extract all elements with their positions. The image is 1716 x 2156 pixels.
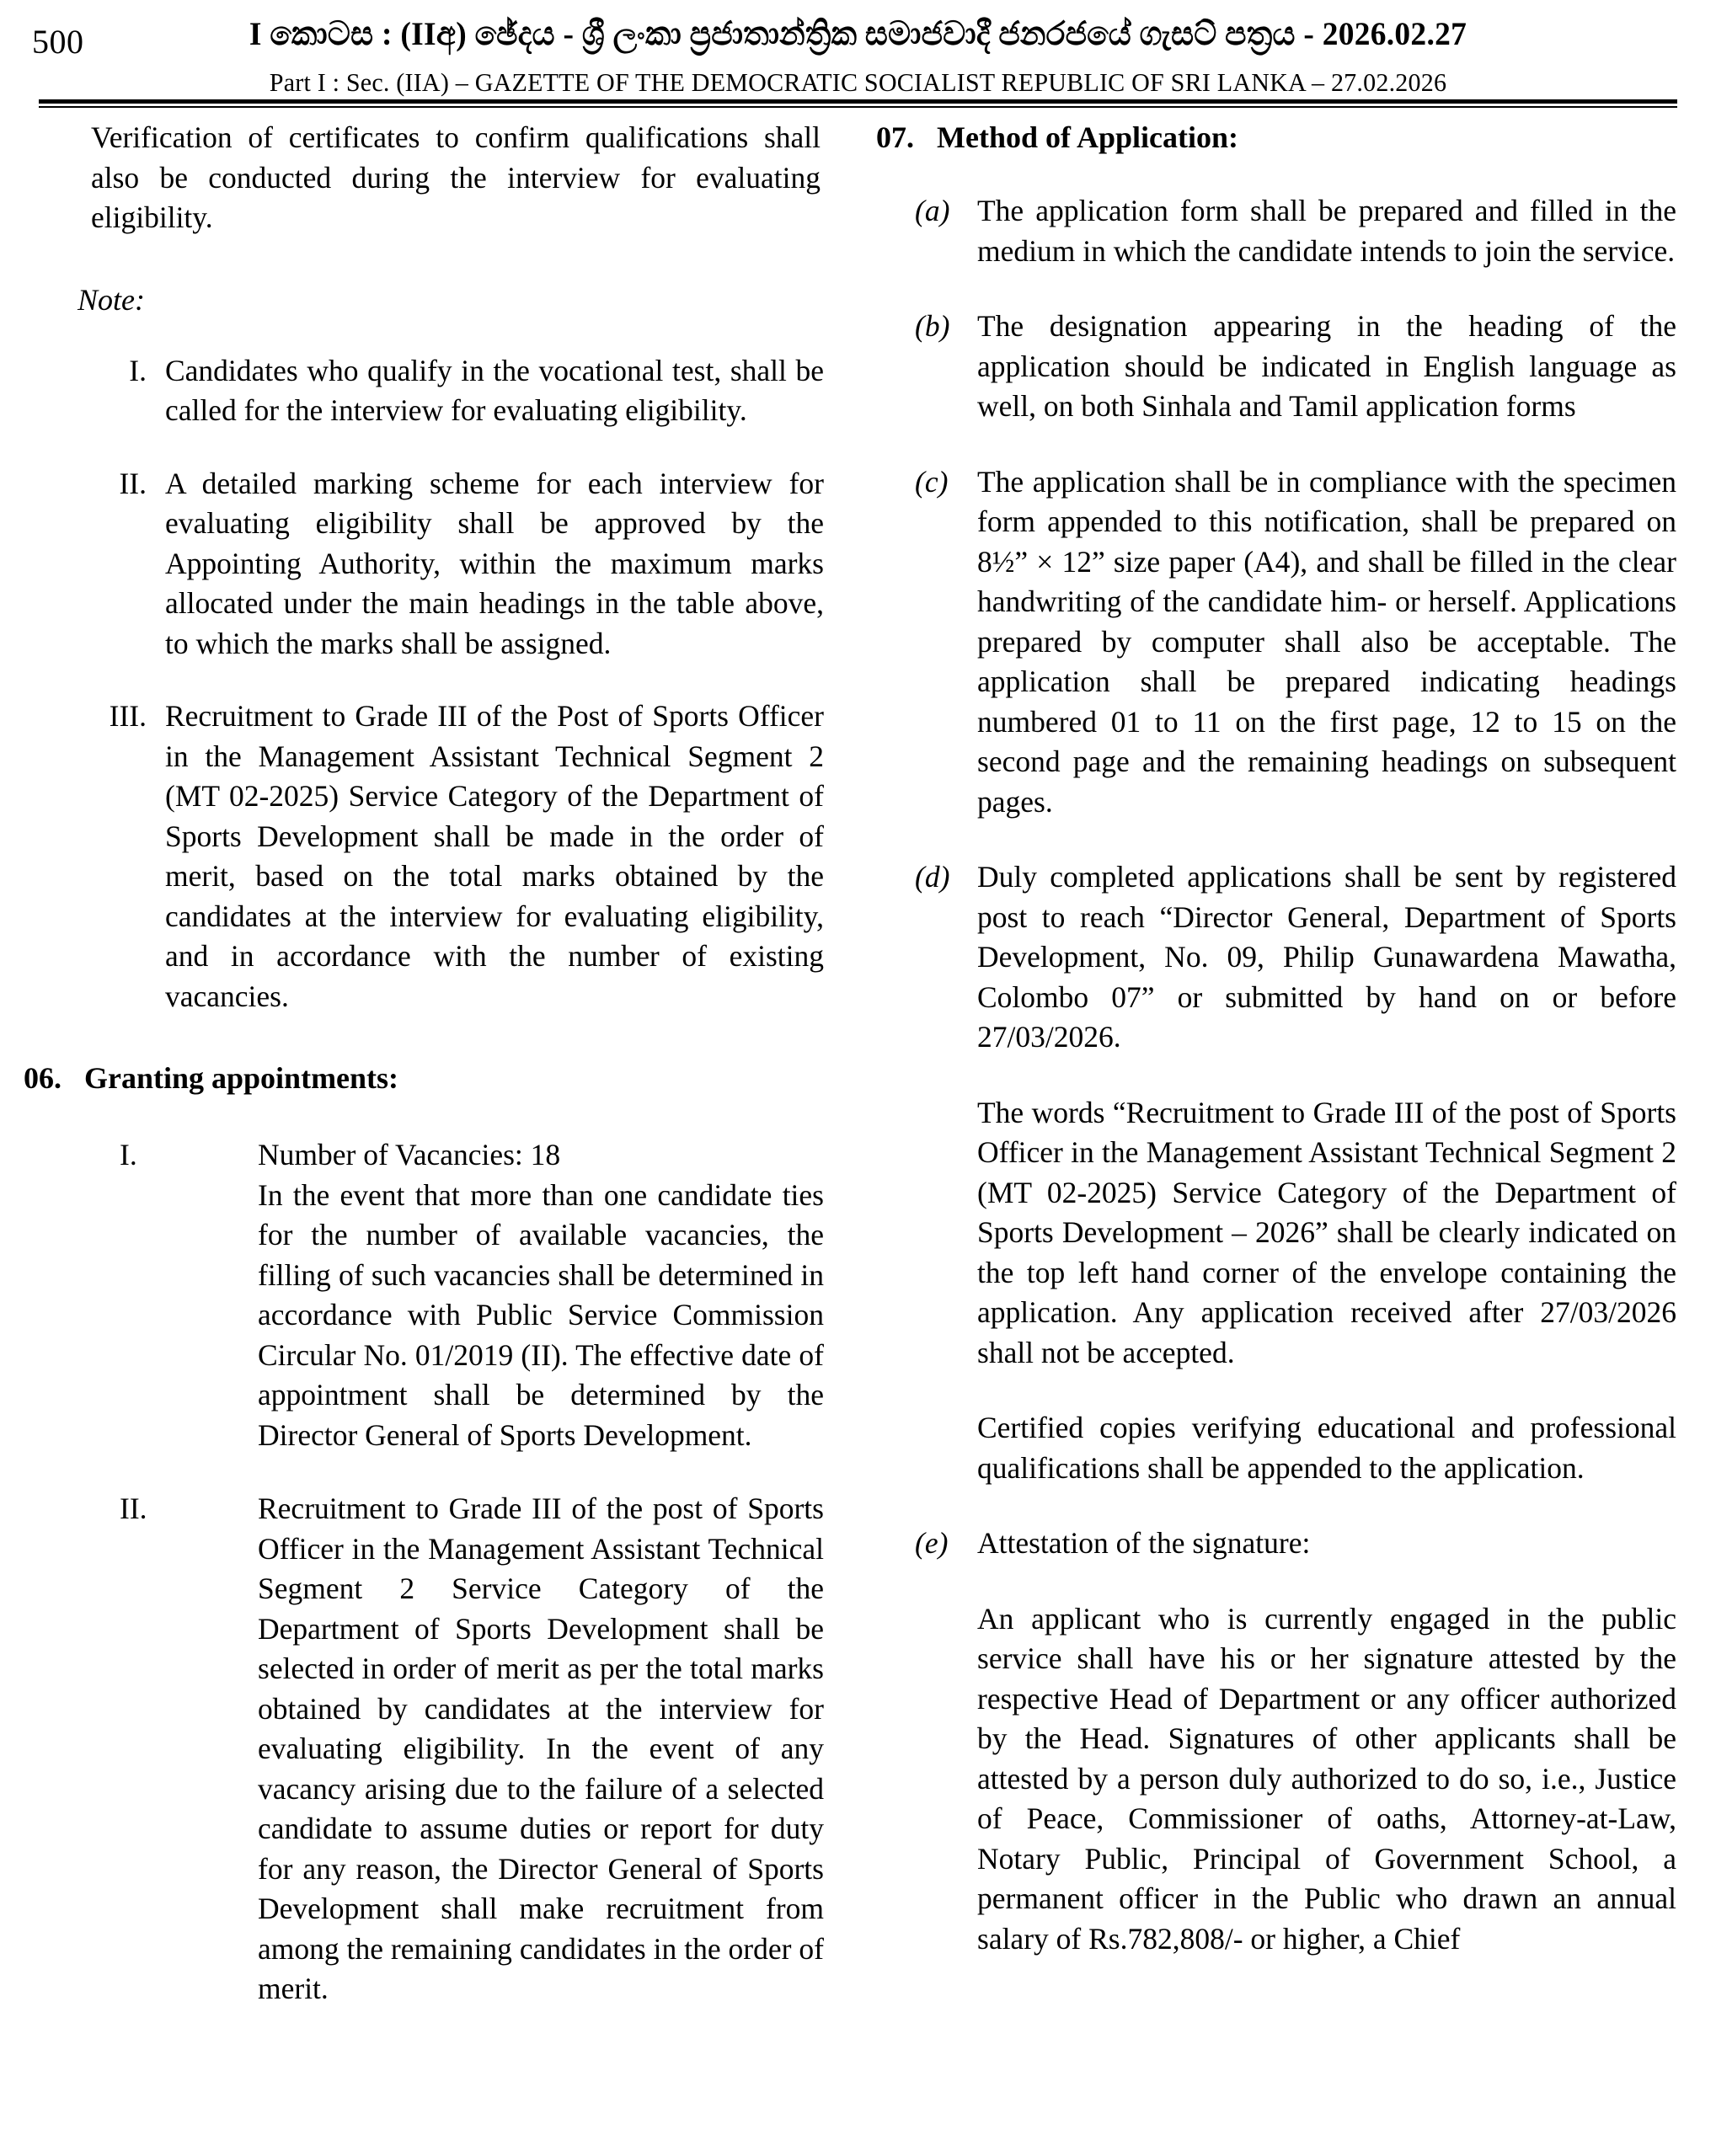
masthead-english-title: Part I : Sec. (IIA) – GAZETTE OF THE DEMOCRATIC SOCIALIST REPUBLIC OF SRI LANKA – 27.02.2026 xyxy=(269,67,1447,97)
list-item-body xyxy=(977,1524,1676,1959)
note-label: Note: xyxy=(78,282,145,317)
list-item xyxy=(915,191,1676,271)
list-item xyxy=(101,351,824,431)
list-item xyxy=(101,1135,824,1455)
note-list xyxy=(101,351,824,1017)
page-number: 500 xyxy=(32,23,84,61)
list-item-extra-paragraph: The words “Recruitment to Grade III of the post of Sports Officer in the Management Assistant Technical Segment 2 (MT 02-2025) Service Category of the Department of Sports Development – 2026” shall be clearly indicated on the top left hand corner of the envelope containing the application. Any application received after 27/03/2026 shall not be accepted. xyxy=(977,1095,1676,1369)
section-heading-06 xyxy=(24,1059,824,1098)
list-item-marker: II. xyxy=(120,1492,147,1525)
list-item-marker: (d) xyxy=(915,860,950,894)
list-item-text: Attestation of the signature: xyxy=(977,1526,1311,1560)
list-item-body xyxy=(258,1135,824,1455)
section-title: Method of Application: xyxy=(937,120,1239,154)
list-item-marker: II. xyxy=(119,466,147,500)
list-item xyxy=(101,464,824,664)
lead-paragraph-block xyxy=(91,118,821,238)
list-item-text: The designation appearing in the heading of the application should be indicated in English language as well, on both Sinhala and Tamil application forms xyxy=(977,309,1676,423)
left-column xyxy=(0,118,858,2043)
right-column xyxy=(858,118,1715,2043)
page-masthead xyxy=(0,0,1716,98)
list-item-marker: I. xyxy=(120,1138,137,1171)
list-item xyxy=(915,1524,1676,1959)
list-item-body xyxy=(977,857,1676,1488)
masthead-sinhala-title: I කොටස : (IIඅ) ඡේදය - ශ්‍රී ලංකා ප්‍රජාතාන්ත්‍රික සමාජවාදී ජනරජයේ ගැසට් පත්‍රය - 2026.02.27 xyxy=(249,16,1467,52)
list-item-headline: Number of Vacancies: 18 xyxy=(258,1138,561,1171)
section-06-list xyxy=(101,1135,824,2009)
list-item-marker: (a) xyxy=(915,194,950,227)
list-item xyxy=(101,1489,824,2009)
masthead-primary-row xyxy=(0,12,1716,66)
list-item xyxy=(915,857,1676,1488)
list-item-text: In the event that more than one candidate ties for the number of available vacancies, the filling of such vacancies shall be determined in accordance with Public Service Commission Circular No. 01/2019 (II). The effective date of appointment shall be determined by the Director General of Sports Development. xyxy=(258,1177,824,1452)
section-heading-07 xyxy=(876,118,1676,157)
section-number: 06. xyxy=(24,1061,61,1095)
body-columns xyxy=(0,118,1716,2043)
list-item-extra-paragraph: An applicant who is currently engaged in the public service shall have his or her signature attested by the respective Head of Department or any officer authorized by the Head. Signatures of other applicants shall be attested by a person duly authorized to do so, i.e., Justice of Peace, Commissioner of oaths, Attorney-at-Law, Notary Public, Principal of Government School, a permanent officer in the Public who drawn an annual salary of Rs.782,808/- or higher, a Chief xyxy=(977,1601,1676,1956)
masthead-divider xyxy=(39,99,1677,108)
list-item-text: The application shall be in compliance with the specimen form appended to this notification, shall be prepared on 8½” × 12” size paper (A4), and shall be filled in the clear handwriting of the candidate him- or herself. Applications prepared by computer shall also be acceptable. The application shall be prepared indicating headings numbered 01 to 11 on the first page, 12 to 15 on the second page and the remaining headings on subsequent pages. xyxy=(977,464,1676,819)
list-item xyxy=(915,462,1676,823)
list-item-marker: (c) xyxy=(915,464,949,499)
list-item-extra-paragraph: Certified copies verifying educational and professional qualifications shall be appended to the application. xyxy=(977,1411,1676,1485)
list-item-text: Duly completed applications shall be sent by registered post to reach “Director General, Department of Sports Development, No. 09, Philip Gunawardena Mawatha, Colombo 07” or submitted by hand on or before 27/03/2026. xyxy=(977,860,1676,1054)
list-item-text: A detailed marking scheme for each interview for evaluating eligibility shall be approved by the Appointing Authority, within the maximum marks allocated under the main headings in the table above, to which the marks shall be assigned. xyxy=(165,466,824,660)
list-item-marker: (e) xyxy=(915,1526,949,1560)
section-title: Granting appointments: xyxy=(84,1061,399,1095)
lead-paragraph: Verification of certificates to confirm qualifications shall also be conducted during the interview for evaluating eligibility. xyxy=(91,120,821,234)
section-number: 07. xyxy=(876,120,914,154)
list-item-marker: (b) xyxy=(915,309,950,343)
list-item-text: The application form shall be prepared and filled in the medium in which the candidate intends to join the service. xyxy=(977,194,1676,268)
divider-rule-thick xyxy=(39,99,1677,104)
list-item-text: Recruitment to Grade III of the Post of Sports Officer in the Management Assistant Technical Segment 2 (MT 02-2025) Service Category of the Department of Sports Development shall be made in the order of merit, based on the total marks obtained by the candidates at the interview for evaluating eligibility, and in accordance with the number of existing vacancies. xyxy=(165,699,824,1013)
list-item-marker: III. xyxy=(109,699,147,733)
list-item xyxy=(915,307,1676,427)
list-item-marker: I. xyxy=(129,353,147,387)
method-of-application-list xyxy=(915,191,1676,1959)
list-item-text: Recruitment to Grade III of the post of Sports Officer in the Management Assistant Technical Segment 2 Service Category of the Department of Sports Development shall be selected in order of merit as per the total marks obtained by candidates at the interview for evaluating eligibility. In the event of any vacancy arising due to the failure of a selected candidate to assume duties or report for duty for any reason, the Director General of Sports Development shall make recruitment from among the remaining candidates in the order of merit. xyxy=(258,1492,824,2005)
list-item xyxy=(101,696,824,1017)
list-item-text: Candidates who qualify in the vocational test, shall be called for the interview for evaluating eligibility. xyxy=(165,353,824,427)
divider-rule-thin xyxy=(39,106,1677,108)
